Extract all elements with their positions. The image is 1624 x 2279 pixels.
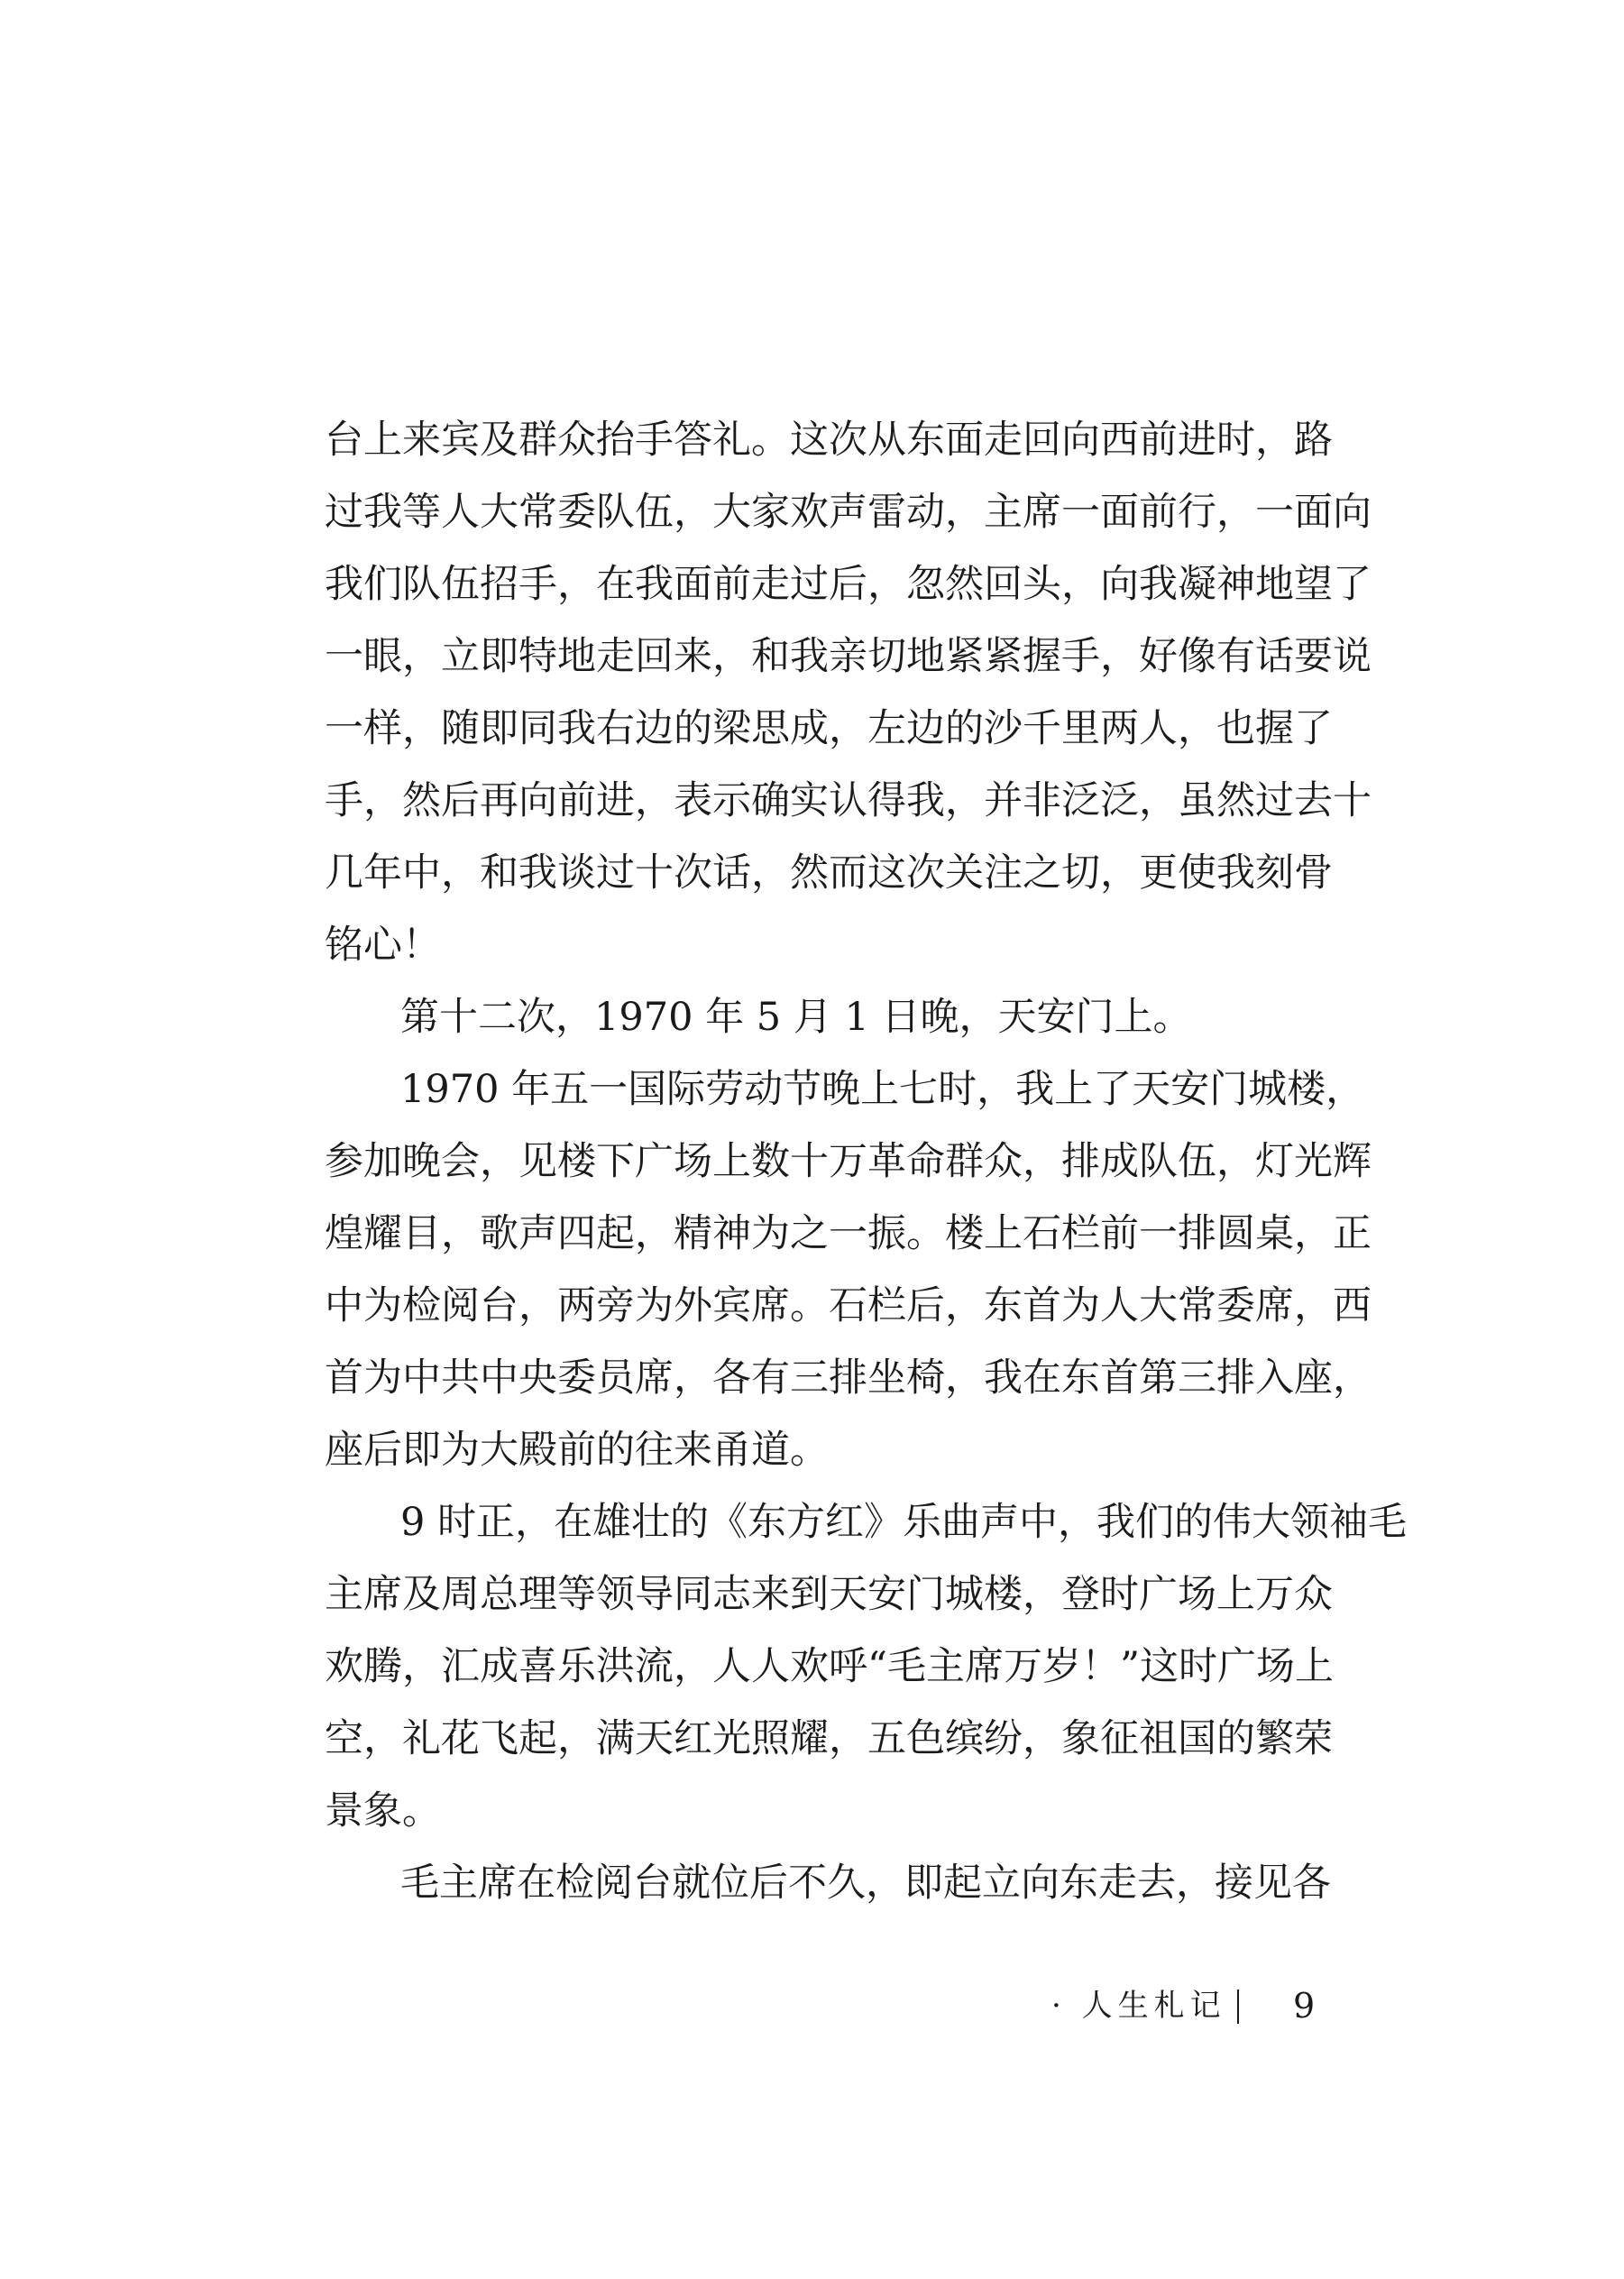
text-line: 几年中，和我谈过十次话，然而这次关注之切，更使我刻骨 (325, 850, 1333, 896)
text-line: 欢腾，汇成喜乐洪流，人人欢呼“毛主席万岁！”这时广场上 (325, 1644, 1334, 1689)
text-line: 1970 年五一国际劳动节晚上七时，我上了天安门城楼， (400, 1067, 1365, 1112)
text-line: 首为中共中央委员席，各有三排坐椅，我在东首第三排入座， (325, 1355, 1372, 1401)
text-line: 台上来宾及群众抬手答礼。这次从东面走回向西前进时，路 (325, 418, 1333, 463)
footer-divider (1237, 1990, 1239, 2024)
text-line: 铭心！ (325, 923, 441, 968)
text-line: 中为检阅台，两旁为外宾席。石栏后，东首为人大常委席，西 (325, 1283, 1372, 1328)
text-line: 空，礼花飞起，满天红光照耀，五色缤纷，象征祖国的繁荣 (325, 1716, 1333, 1761)
text-line: 过我等人大常委队伍，大家欢声雷动，主席一面前行，一面向 (325, 490, 1372, 535)
text-line: 参加晚会，见楼下广场上数十万革命群众，排成队伍，灯光辉 (325, 1139, 1372, 1184)
text-line: 毛主席在检阅台就位后不久，即起立向东走去，接见各 (400, 1861, 1331, 1906)
text-line: 景象。 (325, 1788, 441, 1833)
text-line: 煌耀目，歌声四起，精神为之一振。楼上石栏前一排圆桌，正 (325, 1211, 1372, 1256)
text-line: 手，然后再向前进，表示确实认得我，并非泛泛，虽然过去十 (325, 778, 1372, 823)
text-line: 主席及周总理等领导同志来到天安门城楼，登时广场上万众 (325, 1572, 1333, 1617)
text-line: 一眼，立即特地走回来，和我亲切地紧紧握手，好像有话要说 (325, 634, 1372, 679)
page-footer (1037, 1979, 1317, 2033)
text-line: 我们队伍招手，在我面前走过后，忽然回头，向我凝神地望了 (325, 562, 1372, 607)
running-title: · 人生札记 (1051, 1988, 1226, 2024)
text-line: 9 时正，在雄壮的《东方红》乐曲声中，我们的伟大领袖毛 (400, 1500, 1408, 1545)
text-line: 座后即为大殿前的往来甬道。 (325, 1428, 829, 1473)
text-line: 一样，随即同我右边的梁思成，左边的沙千里两人，也握了 (325, 706, 1333, 751)
text-line: 第十二次，1970 年 5 月 1 日晚，天安门上。 (400, 995, 1192, 1040)
page-number: 9 (1293, 1986, 1316, 2026)
